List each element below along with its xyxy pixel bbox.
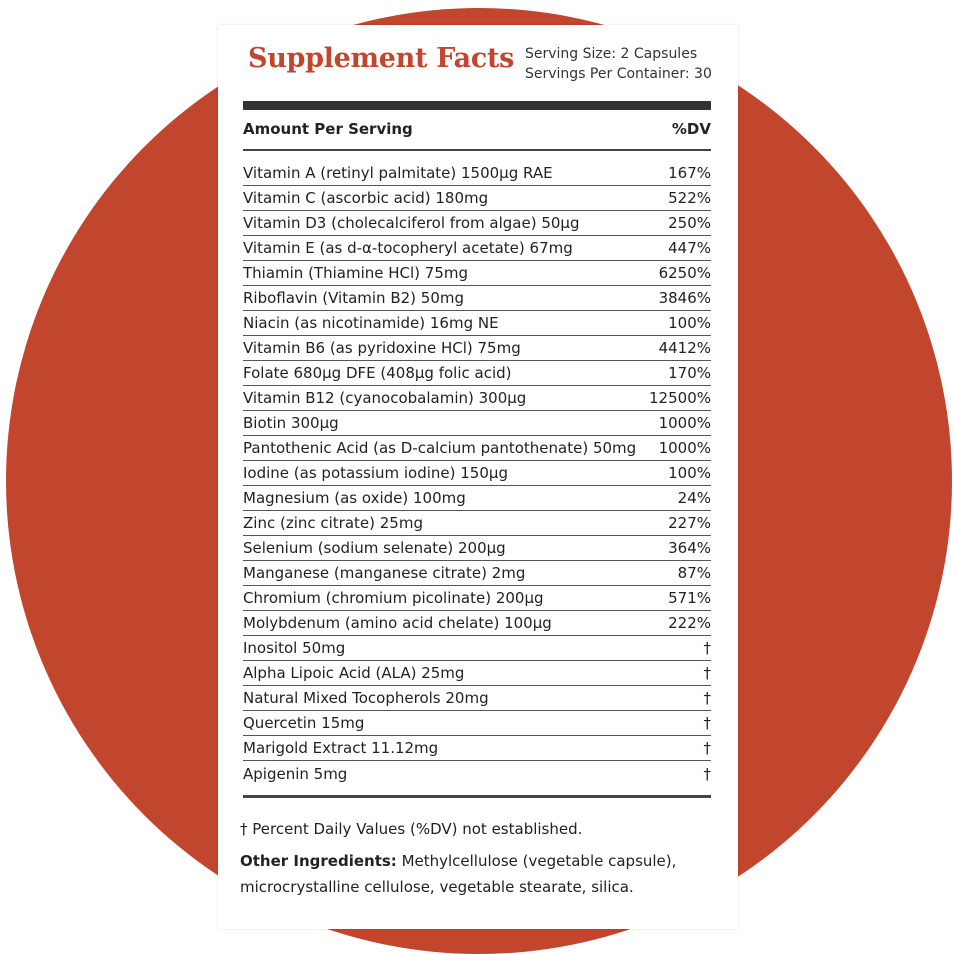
other-ingredients-label: Other Ingredients: — [240, 852, 397, 870]
table-row — [243, 211, 711, 236]
nutrient-dv: 522% — [668, 189, 711, 207]
amount-header: Amount Per Serving — [243, 120, 413, 138]
nutrient-dv: † — [703, 664, 711, 682]
supplement-facts-label — [218, 25, 738, 929]
nutrient-name: Magnesium (as oxide) 100mg — [243, 489, 466, 507]
table-row — [243, 486, 711, 511]
nutrient-name: Pantothenic Acid (as D-calcium pantothenate) 50mg — [243, 439, 637, 457]
table-row — [243, 611, 711, 636]
table-row — [243, 336, 711, 361]
table-row — [243, 261, 711, 286]
nutrient-list — [243, 161, 711, 786]
other-ingredients — [240, 848, 720, 900]
table-row — [243, 511, 711, 536]
nutrient-name: Iodine (as potassium iodine) 150µg — [243, 464, 508, 482]
nutrient-name: Quercetin 15mg — [243, 714, 365, 732]
table-row — [243, 361, 711, 386]
table-row — [243, 386, 711, 411]
nutrient-name: Folate 680µg DFE (408µg folic acid) — [243, 364, 512, 382]
table-row — [243, 436, 711, 461]
header-divider — [243, 149, 711, 151]
table-row — [243, 711, 711, 736]
nutrient-dv: 170% — [668, 364, 711, 382]
nutrient-name: Inositol 50mg — [243, 639, 346, 657]
table-row — [243, 236, 711, 261]
table-row — [243, 186, 711, 211]
bottom-divider — [243, 795, 711, 798]
nutrient-dv: 447% — [668, 239, 711, 257]
nutrient-name: Zinc (zinc citrate) 25mg — [243, 514, 423, 532]
nutrient-name: Vitamin B12 (cyanocobalamin) 300µg — [243, 389, 527, 407]
nutrient-dv: 227% — [668, 514, 711, 532]
nutrient-name: Vitamin B6 (as pyridoxine HCl) 75mg — [243, 339, 521, 357]
nutrient-dv: 167% — [668, 164, 711, 182]
nutrient-name: Selenium (sodium selenate) 200µg — [243, 539, 506, 557]
label-title: Supplement Facts — [248, 43, 515, 74]
nutrient-dv: 100% — [668, 464, 711, 482]
table-row — [243, 461, 711, 486]
nutrient-name: Chromium (chromium picolinate) 200µg — [243, 589, 544, 607]
table-row — [243, 311, 711, 336]
nutrient-name: Natural Mixed Tocopherols 20mg — [243, 689, 489, 707]
servings-per-container: Servings Per Container: 30 — [525, 66, 712, 82]
table-row — [243, 411, 711, 436]
nutrient-dv: 571% — [668, 589, 711, 607]
table-row — [243, 286, 711, 311]
nutrient-dv: 364% — [668, 539, 711, 557]
nutrient-name: Vitamin D3 (cholecalciferol from algae) 50µg — [243, 214, 580, 232]
nutrient-name: Niacin (as nicotinamide) 16mg NE — [243, 314, 499, 332]
nutrient-dv: † — [703, 639, 711, 657]
table-row — [243, 161, 711, 186]
other-ingredients-text: Methylcellulose (vegetable capsule), microcrystalline cellulose, vegetable stearate, silica. — [240, 852, 677, 896]
nutrient-dv: 222% — [668, 614, 711, 632]
table-header — [243, 115, 711, 143]
serving-size: Serving Size: 2 Capsules — [525, 46, 698, 62]
nutrient-name: Manganese (manganese citrate) 2mg — [243, 564, 526, 582]
nutrient-name: Apigenin 5mg — [243, 764, 348, 783]
nutrient-dv: 3846% — [658, 289, 711, 307]
thick-divider — [243, 101, 711, 110]
nutrient-name: Vitamin E (as d-α-tocopheryl acetate) 67mg — [243, 239, 573, 257]
nutrient-dv: † — [703, 689, 711, 707]
nutrient-name: Vitamin C (ascorbic acid) 180mg — [243, 189, 489, 207]
nutrient-dv: 87% — [677, 564, 711, 582]
footnote: † Percent Daily Values (%DV) not established. — [240, 820, 583, 838]
nutrient-name: Alpha Lipoic Acid (ALA) 25mg — [243, 664, 465, 682]
nutrient-dv: 250% — [668, 214, 711, 232]
nutrient-name: Marigold Extract 11.12mg — [243, 739, 439, 757]
nutrient-name: Biotin 300µg — [243, 414, 339, 432]
table-row — [243, 536, 711, 561]
nutrient-name: Molybdenum (amino acid chelate) 100µg — [243, 614, 552, 632]
table-row — [243, 586, 711, 611]
table-row — [243, 636, 711, 661]
table-row — [243, 686, 711, 711]
nutrient-name: Riboflavin (Vitamin B2) 50mg — [243, 289, 465, 307]
nutrient-dv: 6250% — [658, 264, 711, 282]
table-row — [243, 736, 711, 761]
nutrient-dv: † — [703, 764, 711, 783]
table-row — [243, 561, 711, 586]
nutrient-name: Vitamin A (retinyl palmitate) 1500µg RAE — [243, 164, 553, 182]
table-row — [243, 761, 711, 786]
table-row — [243, 661, 711, 686]
nutrient-dv: † — [703, 739, 711, 757]
nutrient-dv: 4412% — [658, 339, 711, 357]
dv-header: %DV — [671, 120, 711, 138]
nutrient-dv: 24% — [677, 489, 711, 507]
serving-info — [525, 44, 712, 84]
nutrient-name: Thiamin (Thiamine HCl) 75mg — [243, 264, 469, 282]
nutrient-dv: 1000% — [658, 414, 711, 432]
nutrient-dv: 1000% — [658, 439, 711, 457]
nutrient-dv: 100% — [668, 314, 711, 332]
nutrient-dv: † — [703, 714, 711, 732]
nutrient-dv: 12500% — [649, 389, 711, 407]
